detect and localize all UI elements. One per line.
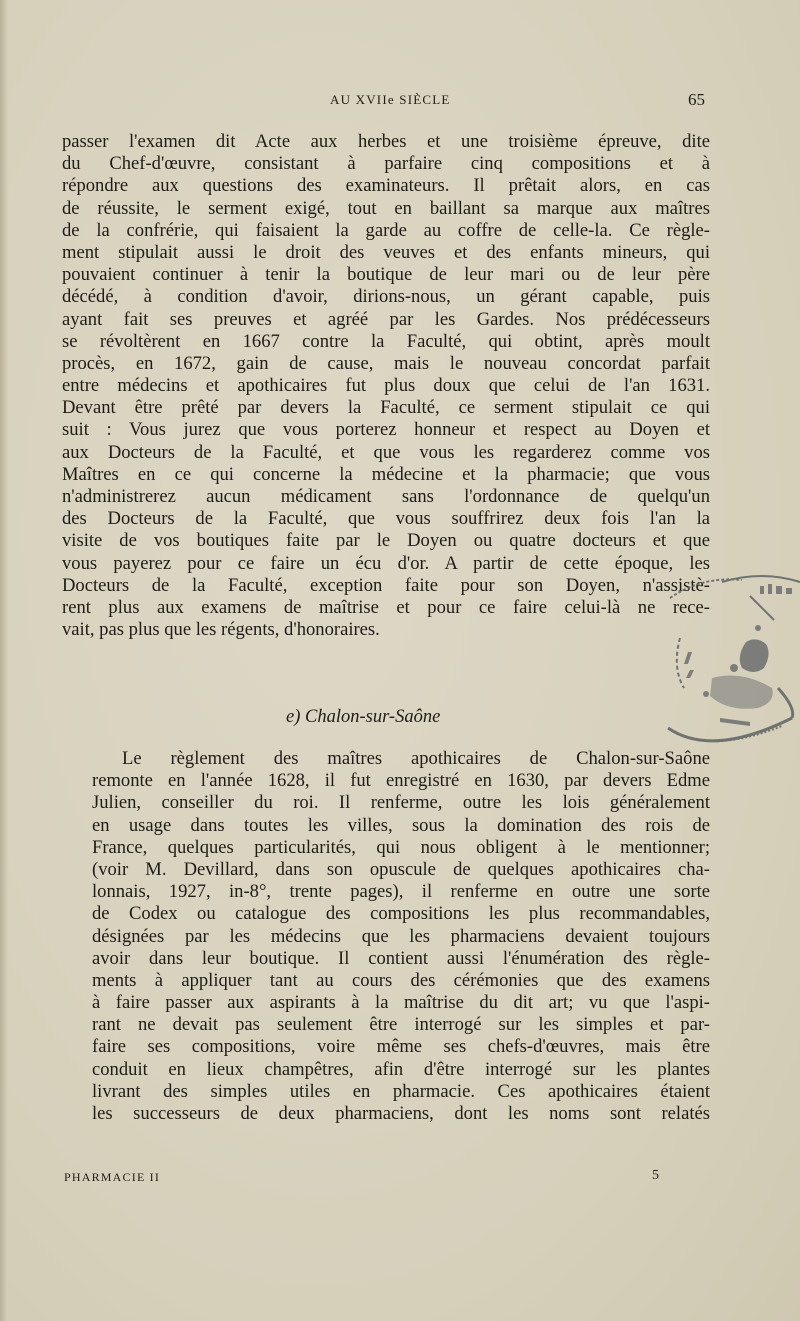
text-line: vous payerez pour ce faire un écu d'or. A partir de cette époque, les — [62, 552, 710, 574]
page-edge-shadow — [0, 0, 8, 1321]
library-stamp-icon — [662, 568, 800, 746]
signature-mark: PHARMACIE II — [64, 1170, 161, 1184]
page-header — [0, 90, 800, 114]
text-line: conduit en lieux champêtres, afin d'être interrogé sur les plantes — [92, 1058, 710, 1080]
text-line: vait, pas plus que les régents, d'honoraires. — [62, 619, 380, 641]
text-line: désignées par les médecins que les pharmaciens devaient toujours — [92, 925, 710, 947]
text-line: Devant être prêté par devers la Faculté, ce serment stipulait ce qui — [62, 397, 710, 419]
text-line: avoir dans leur boutique. Il contient aussi l'énumération des règle- — [92, 947, 710, 969]
sheet-number: 5 — [652, 1168, 659, 1183]
text-line: Le règlement des maîtres apothicaires de Chalon-sur-Saône — [122, 748, 710, 769]
paragraph-chalon-rules — [62, 748, 710, 1125]
text-line: du Chef-d'œuvre, consistant à parfaire cinq compositions et à — [62, 153, 710, 175]
text-line: se révoltèrent en 1667 contre la Faculté, qui obtint, après moult — [62, 330, 710, 352]
text-line: ment stipulait aussi le droit des veuves et des enfants mineurs, qui — [62, 241, 710, 263]
text-line: de réussite, le serment exigé, tout en baillant sa marque aux maîtres — [62, 197, 710, 219]
text-line: faire ses compositions, voire même ses chefs-d'œuvres, mais être — [92, 1036, 710, 1058]
text-line: lonnais, 1927, in-8°, trente pages), il renferme en outre une sorte — [92, 881, 710, 903]
text-line: visite de vos boutiques faite par le Doyen ou quatre docteurs et que — [62, 530, 710, 552]
text-line: Julien, conseiller du roi. Il renferme, outre les lois généralement — [92, 792, 710, 814]
text-line: France, quelques particularités, qui nous obligent à le mentionner; — [92, 836, 710, 858]
text-line: suit : Vous jurez que vous porterez honneur et respect au Doyen et — [62, 419, 710, 441]
text-line: passer l'examen dit Acte aux herbes et une troisième épreuve, dite — [62, 131, 710, 152]
text-line: de la confrérie, qui faisaient la garde au coffre de celle-la. Ce règle- — [62, 219, 710, 241]
paragraph-exam-oath — [62, 131, 710, 641]
text-line: (voir M. Devillard, dans son opuscule de quelques apothicaires cha- — [92, 858, 710, 880]
section-subtitle: e) Chalon-sur-Saône — [286, 707, 441, 727]
text-line: en usage dans toutes les villes, sous la domination des rois de — [92, 814, 710, 836]
text-line: remonte en l'année 1628, il fut enregistré en 1630, par devers Edme — [92, 770, 710, 792]
text-line: entre médecins et apothicaires fut plus doux que celui de l'an 1631. — [62, 375, 710, 397]
page-number: 65 — [688, 90, 705, 109]
text-line: procès, en 1672, gain de cause, mais le nouveau concordat parfait — [62, 352, 710, 374]
text-line: rent plus aux examens de maîtrise et pour ce faire celui-là ne rece- — [62, 596, 710, 618]
page-footer — [0, 1168, 800, 1188]
text-line: répondre aux questions des examinateurs. Il prêtait alors, en cas — [62, 175, 710, 197]
text-line: rant ne devait pas seulement être interrogé sur les simples et par- — [92, 1014, 710, 1036]
text-line: aux Docteurs de la Faculté, et que vous les regarderez comme vos — [62, 441, 710, 463]
text-line: des Docteurs de la Faculté, que vous souffrirez deux fois l'an la — [62, 508, 710, 530]
text-line: pouvaient continuer à tenir la boutique de leur mari ou de leur père — [62, 264, 710, 286]
text-line: les successeurs de deux pharmaciens, dont les noms sont relatés — [92, 1103, 710, 1124]
text-line: de Codex ou catalogue des compositions les plus recommandables, — [92, 903, 710, 925]
text-line: ments à appliquer tant au cours des cérémonies que des examens — [92, 969, 710, 991]
text-line: Docteurs de la Faculté, exception faite pour son Doyen, n'assistè- — [62, 574, 710, 596]
text-line: à faire passer aux aspirants à la maîtrise du dit art; vu que l'aspi- — [92, 992, 710, 1014]
text-line: décédé, à condition d'avoir, dirions-nous, un gérant capable, puis — [62, 286, 710, 308]
text-line: livrant des simples utiles en pharmacie. Ces apothicaires étaient — [92, 1080, 710, 1102]
text-line: ayant fait ses preuves et agréé par les Gardes. Nos prédécesseurs — [62, 308, 710, 330]
text-line: n'administrerez aucun médicament sans l'ordonnance de quelqu'un — [62, 486, 710, 507]
running-head: AU XVIIe SIÈCLE — [330, 92, 451, 107]
text-line: Maîtres en ce qui concerne la médecine et la pharmacie; que vous — [62, 463, 710, 485]
